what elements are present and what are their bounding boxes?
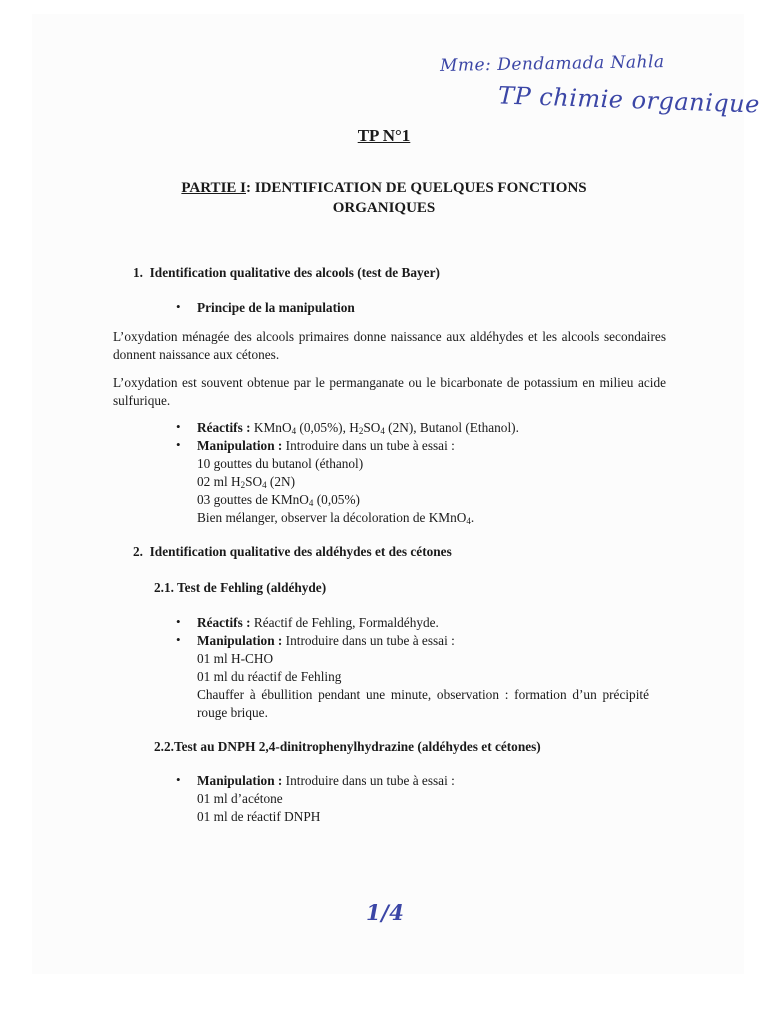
reactifs-line: Réactifs : KMnO$_4$ (0,05%), $H_2SO_4$ (2N), Butanol (Ethanol). bbox=[197, 420, 519, 436]
bullet-icon: • bbox=[176, 614, 181, 629]
bullet-icon: • bbox=[176, 437, 181, 452]
fehling-reactifs: Réactifs : Réactif de Fehling, Formaldéhyde. bbox=[197, 615, 439, 630]
principe-heading: Principe de la manipulation bbox=[197, 300, 355, 315]
dnph-heading: 2.2.Test au DNPH 2,4-dinitrophenylhydrazine (aldéhydes et cétones) bbox=[154, 739, 541, 754]
step-melanger: Bien mélanger, observer la décoloration de KMnO$_4$. bbox=[197, 510, 475, 526]
handwritten-course: TP chimie organique bbox=[497, 81, 761, 119]
dnph-step-1: 01 ml d’acétone bbox=[197, 791, 283, 806]
bullet-icon: • bbox=[176, 299, 181, 314]
dnph-manipulation: Manipulation : Introduire dans un tube à essai : bbox=[197, 773, 455, 788]
bullet-icon: • bbox=[176, 772, 181, 787]
fehling-step-2: 01 ml du réactif de Fehling bbox=[197, 669, 342, 684]
bullet-icon: • bbox=[176, 632, 181, 647]
dnph-step-2: 01 ml de réactif DNPH bbox=[197, 809, 321, 824]
document-title: TP N°1 bbox=[357, 126, 411, 145]
bullet-icon: • bbox=[176, 419, 181, 434]
step-butanol: 10 gouttes du butanol (éthanol) bbox=[197, 456, 364, 471]
handwritten-name: Mme: Dendamada Nahla bbox=[439, 52, 665, 76]
fehling-heading: 2.1. Test de Fehling (aldéhyde) bbox=[154, 580, 327, 595]
scanned-page bbox=[32, 14, 744, 974]
paragraph-oxydation-1: L’oxydation ménagée des alcools primaires donne naissance aux aldéhydes et les alcools secondaires donnent naissance aux cétones. bbox=[113, 329, 666, 362]
handwritten-page-number: 1/4 bbox=[366, 900, 405, 925]
part-title: PARTIE I: IDENTIFICATION DE QUELQUES FONCTIONS ORGANIQUES bbox=[181, 180, 587, 216]
section-2-heading: 2. Identification qualitative des aldéhydes et des cétones bbox=[133, 544, 452, 559]
fehling-step-3: Chauffer à ébullition pendant une minute, observation : formation d’un précipité rouge brique. bbox=[197, 687, 649, 720]
manipulation-line: Manipulation : Introduire dans un tube à essai : bbox=[197, 438, 455, 453]
fehling-step-1: 01 ml H-CHO bbox=[197, 651, 274, 666]
section-1-heading: 1. Identification qualitative des alcools (test de Bayer) bbox=[133, 265, 440, 280]
step-kmno4: 03 gouttes de KMnO$_4$ (0,05%) bbox=[197, 492, 360, 508]
step-h2so4: 02 ml $H_2SO_4$ (2N) bbox=[197, 474, 296, 490]
paragraph-oxydation-2: L’oxydation est souvent obtenue par le permanganate ou le bicarbonate de potassium en milieu acide sulfurique. bbox=[113, 375, 666, 408]
fehling-manipulation: Manipulation : Introduire dans un tube à essai : bbox=[197, 633, 455, 648]
